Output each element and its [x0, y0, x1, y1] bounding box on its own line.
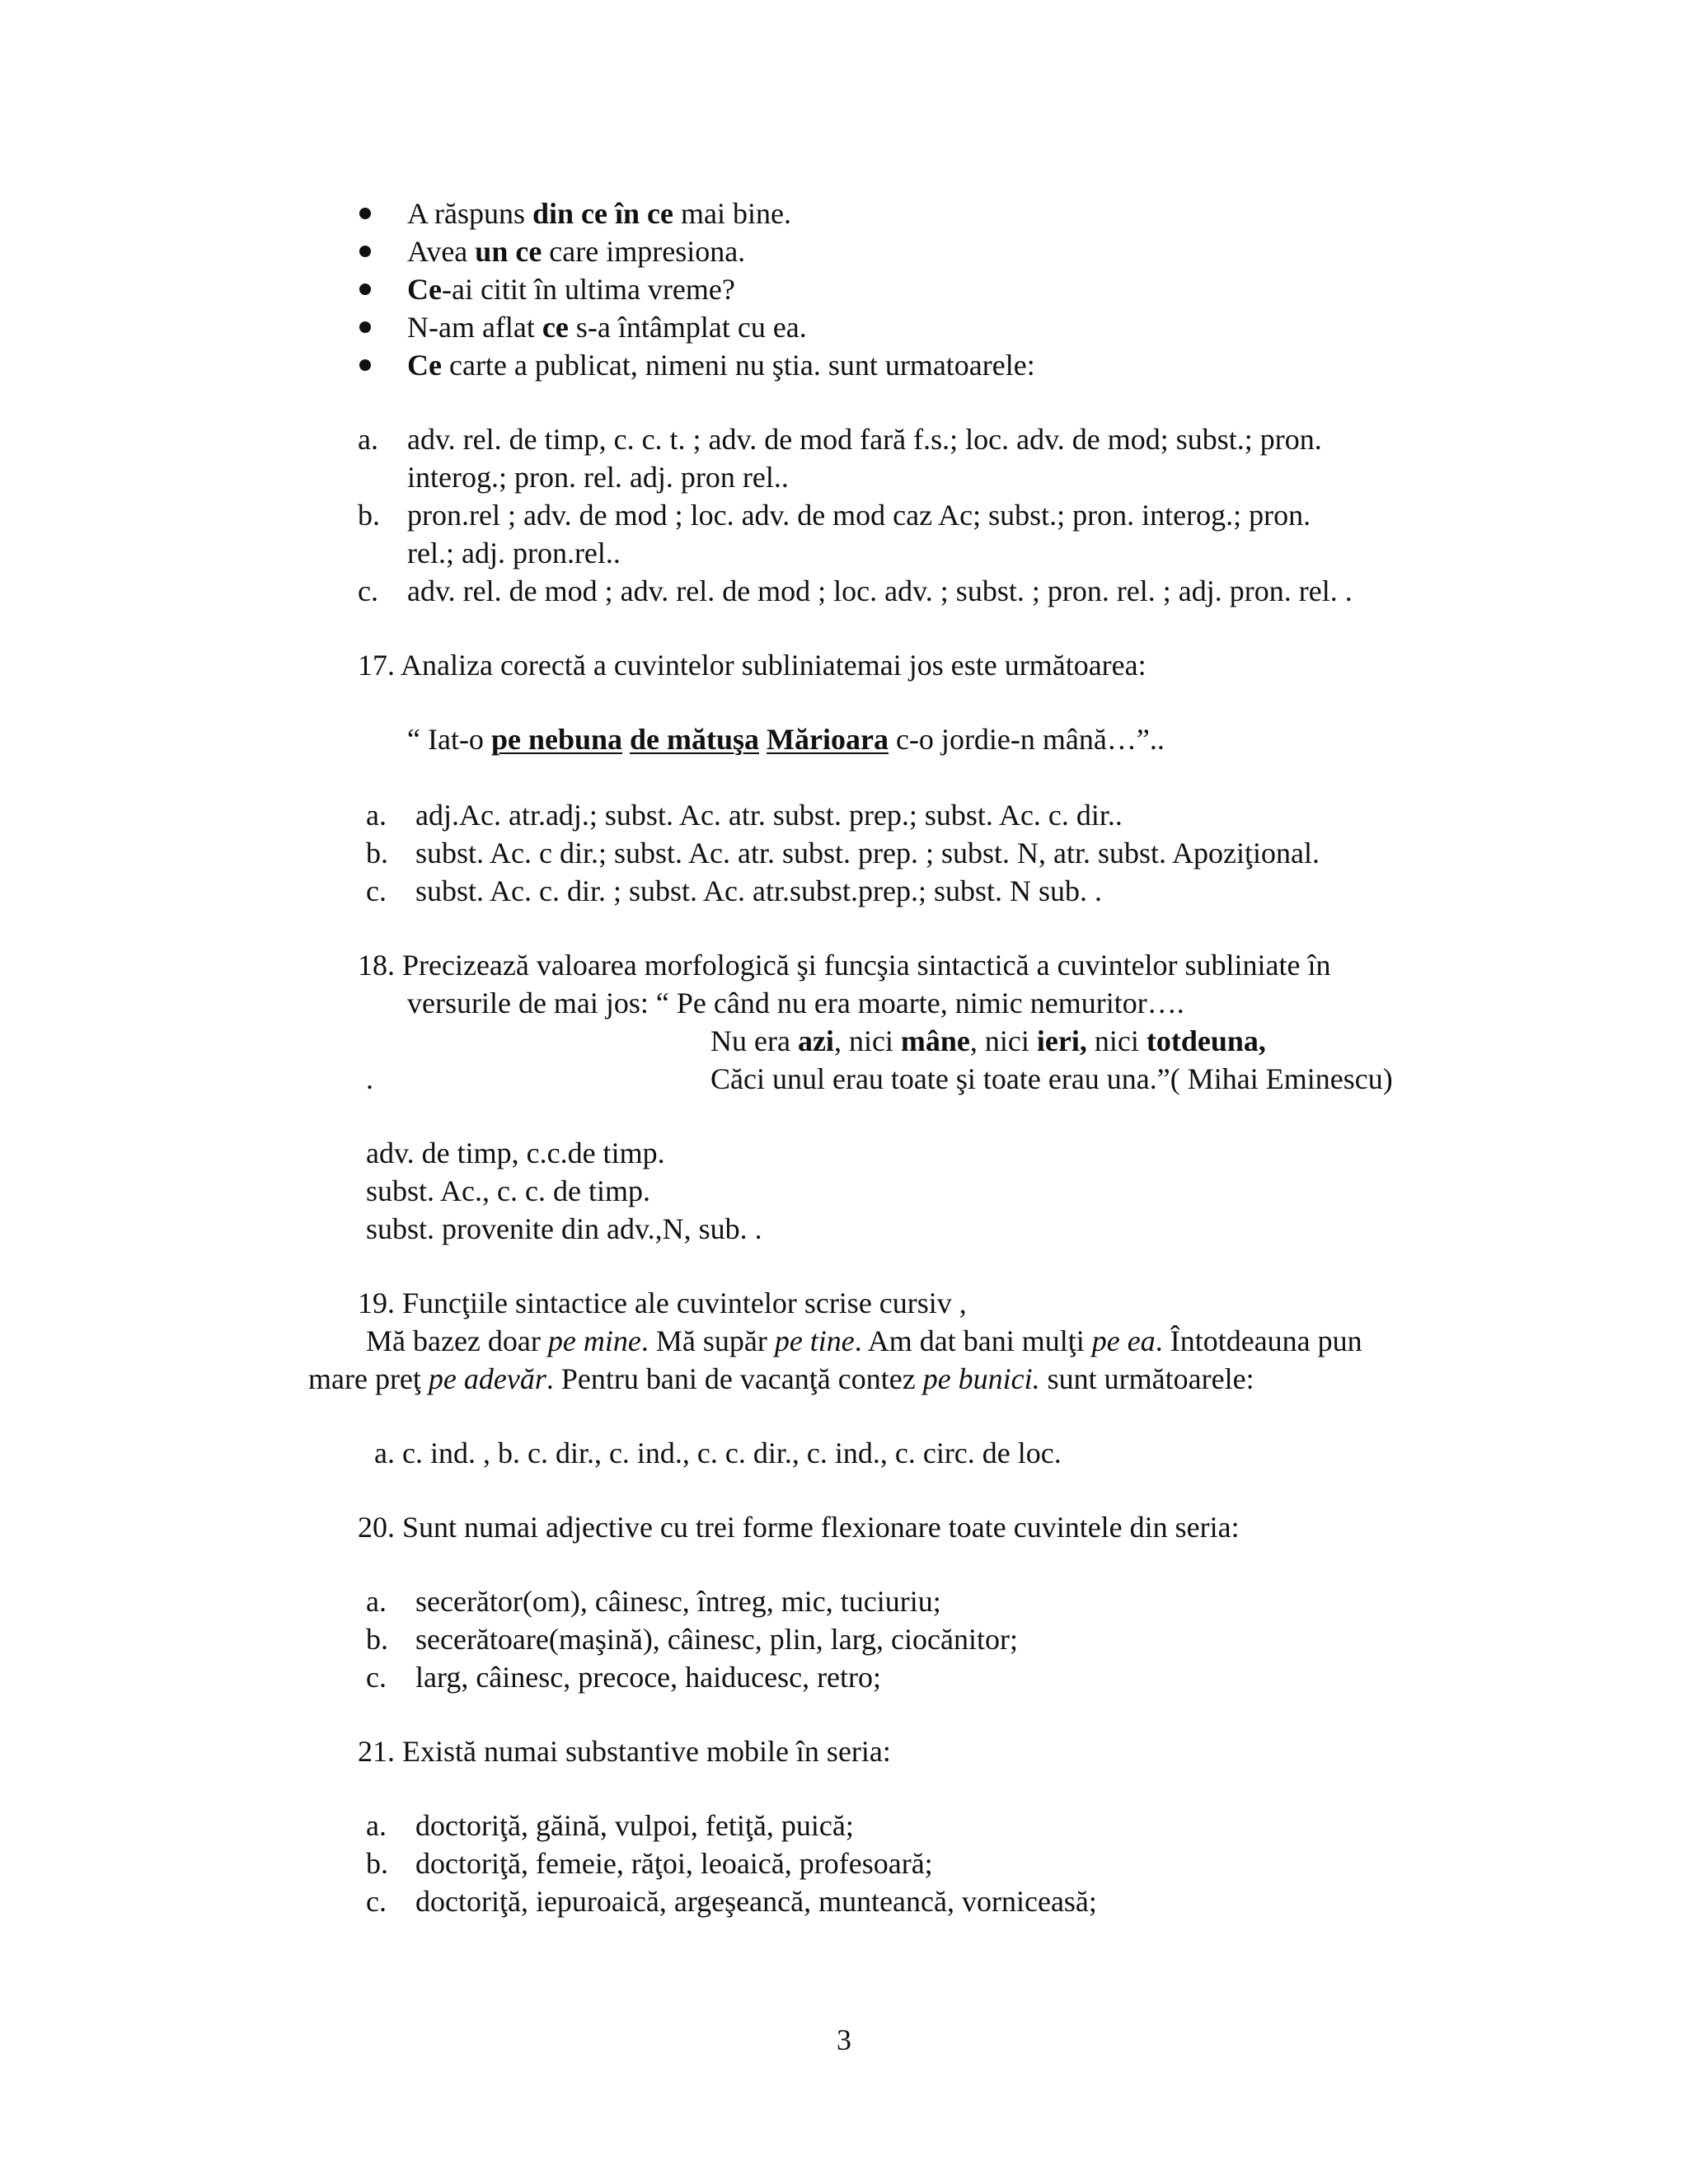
bullet-item-3: Ce-ai citit în ultima vreme?	[407, 273, 735, 306]
option-letter: c.	[366, 1885, 387, 1918]
question-20-title: 20. Sunt numai adjective cu trei forme flexionare toate cuvintele din seria:	[358, 1511, 1240, 1544]
option-letter: b.	[366, 1847, 388, 1880]
answer-line: adv. de timp, c.c.de timp.	[366, 1137, 665, 1169]
option-text: pron.rel ; adv. de mod ; loc. adv. de mod caz Ac; subst.; pron. interog.; pron.	[407, 499, 1311, 532]
bullet-item-1: A răspuns din ce în ce mai bine.	[407, 197, 791, 230]
bullet-icon	[359, 208, 371, 219]
question-17-quote: “ Iat-o pe nebuna de mătuşa Mărioara c-o jordie-n mână…”..	[407, 723, 1165, 756]
option-text: adv. rel. de mod ; adv. rel. de mod ; loc. adv. ; subst. ; pron. rel. ; adj. pron. rel. .	[407, 574, 1353, 607]
option-letter: c.	[366, 874, 387, 907]
question-18-title: 18. Precizează valoarea morfologică şi funcşia sintactică a cuvintelor subliniate în	[358, 949, 1331, 982]
answer-line: subst. provenite din adv.,N, sub. .	[366, 1212, 762, 1245]
question-19-text-line-2: mare preţ pe adevăr. Pentru bani de vacanţă contez pe bunici. sunt următoarele:	[308, 1362, 1254, 1395]
bullet-icon	[359, 321, 371, 333]
option-letter: a.	[366, 799, 387, 832]
stray-dot: .	[366, 1062, 373, 1095]
question-21-title: 21. Există numai substantive mobile în seria:	[358, 1735, 891, 1768]
option-text: subst. Ac. c. dir. ; subst. Ac. atr.subst.prep.; subst. N sub. .	[415, 874, 1103, 907]
option-letter: b.	[366, 837, 388, 869]
question-18-verse-2: Nu era azi, nici mâne, nici ieri, nici totdeuna,	[710, 1024, 1266, 1057]
bullet-icon	[359, 284, 371, 295]
question-19-answer: a. c. ind. , b. c. dir., c. ind., c. c. dir., c. ind., c. circ. de loc.	[374, 1436, 1062, 1469]
question-18-verse-3: Căci unul erau toate şi toate erau una.”( Mihai Eminescu)	[710, 1062, 1393, 1095]
question-19-text-line-1: Mă bazez doar pe mine. Mă supăr pe tine. Am dat bani mulţi pe ea. Întotdeauna pun	[366, 1324, 1362, 1357]
answer-line: subst. Ac., c. c. de timp.	[366, 1174, 650, 1207]
question-18-verse-1: versurile de mai jos: “ Pe când nu era moarte, nimic nemuritor….	[407, 987, 1184, 1019]
option-text: doctoriţă, găină, vulpoi, fetiţă, puică;	[415, 1809, 854, 1842]
option-text: adj.Ac. atr.adj.; subst. Ac. atr. subst. prep.; subst. Ac. c. dir..	[415, 799, 1123, 832]
option-text: adv. rel. de timp, c. c. t. ; adv. de mod fară f.s.; loc. adv. de mod; subst.; pron.	[407, 423, 1322, 456]
bullet-item-5: Ce carte a publicat, nimeni nu ştia. sunt urmatoarele:	[407, 349, 1035, 382]
option-letter: c.	[358, 574, 378, 607]
option-letter: a.	[358, 423, 378, 456]
bullet-icon	[359, 359, 371, 371]
option-text: secerătoare(maşină), câinesc, plin, larg, ciocănitor;	[415, 1623, 1018, 1656]
question-19-title: 19. Funcţiile sintactice ale cuvintelor scrise cursiv ,	[358, 1286, 967, 1319]
question-17-title: 17. Analiza corectă a cuvintelor subliniatemai jos este următoarea:	[358, 649, 1146, 682]
bullet-icon	[359, 246, 371, 257]
page-number: 3	[837, 2023, 851, 2056]
option-text: doctoriţă, femeie, răţoi, leoaică, profesoară;	[415, 1847, 933, 1880]
option-letter: b.	[358, 499, 380, 532]
bullet-item-4: N-am aflat ce s-a întâmplat cu ea.	[407, 311, 807, 344]
option-text: doctoriţă, iepuroaică, argeşeancă, munteancă, vorniceasă;	[415, 1885, 1097, 1918]
option-letter: a.	[366, 1585, 387, 1618]
option-letter: a.	[366, 1809, 387, 1842]
option-letter: c.	[366, 1661, 387, 1694]
bullet-item-2: Avea un ce care impresiona.	[407, 235, 746, 268]
option-text: subst. Ac. c dir.; subst. Ac. atr. subst. prep. ; subst. N, atr. subst. Apoziţional.	[415, 837, 1320, 869]
option-letter: b.	[366, 1623, 388, 1656]
option-text: larg, câinesc, precoce, haiducesc, retro;	[415, 1661, 882, 1694]
option-text: secerător(om), câinesc, întreg, mic, tuciuriu;	[415, 1585, 941, 1618]
option-text: interog.; pron. rel. adj. pron rel..	[407, 461, 789, 494]
option-text: rel.; adj. pron.rel..	[407, 537, 621, 569]
